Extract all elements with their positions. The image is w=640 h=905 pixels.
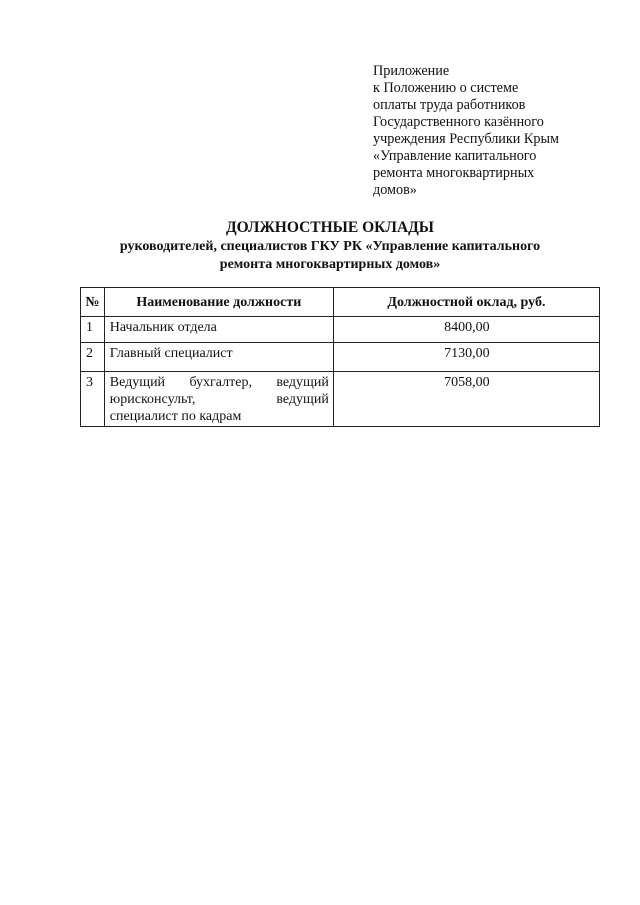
title-sub-line-2: ремонта многоквартирных домов»	[219, 257, 441, 272]
title-sub-line-1: руководителей, специалистов ГКУ РК «Управление капитального	[119, 239, 541, 254]
appendix-line: учреждения Республики Крым	[373, 131, 559, 147]
position-name-line: специалист по кадрам	[109, 409, 242, 424]
header-num: №	[81, 288, 105, 317]
row-position-name	[104, 343, 333, 372]
position-name-line: юрисконсульт, ведущий	[109, 392, 329, 407]
row-salary: 7058,00	[333, 372, 599, 427]
appendix-line: «Управление капитального	[373, 148, 537, 164]
appendix-line: Приложение	[373, 63, 450, 79]
document-title	[60, 218, 600, 274]
row-num: 1	[81, 317, 105, 343]
table-row	[81, 372, 600, 427]
table-row	[81, 317, 600, 343]
row-salary: 8400,00	[333, 317, 599, 343]
appendix-line: Государственного казённого	[373, 114, 544, 130]
salary-table	[80, 287, 600, 427]
table-header-row	[81, 288, 600, 317]
row-position-name	[104, 317, 333, 343]
position-name-line: Главный специалист	[109, 346, 233, 361]
appendix-line: к Положению о системе	[373, 80, 519, 96]
row-salary: 7130,00	[333, 343, 599, 372]
position-name-line: Начальник отдела	[109, 320, 217, 335]
table-row	[81, 343, 600, 372]
header-position-name: Наименование должности	[104, 288, 333, 317]
appendix-note	[373, 63, 613, 199]
appendix-line: оплаты труда работников	[373, 97, 526, 113]
row-num: 3	[81, 372, 105, 427]
row-num: 2	[81, 343, 105, 372]
title-main: ДОЛЖНОСТНЫЕ ОКЛАДЫ	[225, 219, 435, 236]
appendix-line: домов»	[373, 182, 417, 198]
position-name-line: Ведущий бухгалтер, ведущий	[109, 375, 329, 390]
appendix-line: ремонта многоквартирных	[373, 165, 535, 181]
row-position-name	[104, 372, 333, 427]
header-salary: Должностной оклад, руб.	[333, 288, 599, 317]
